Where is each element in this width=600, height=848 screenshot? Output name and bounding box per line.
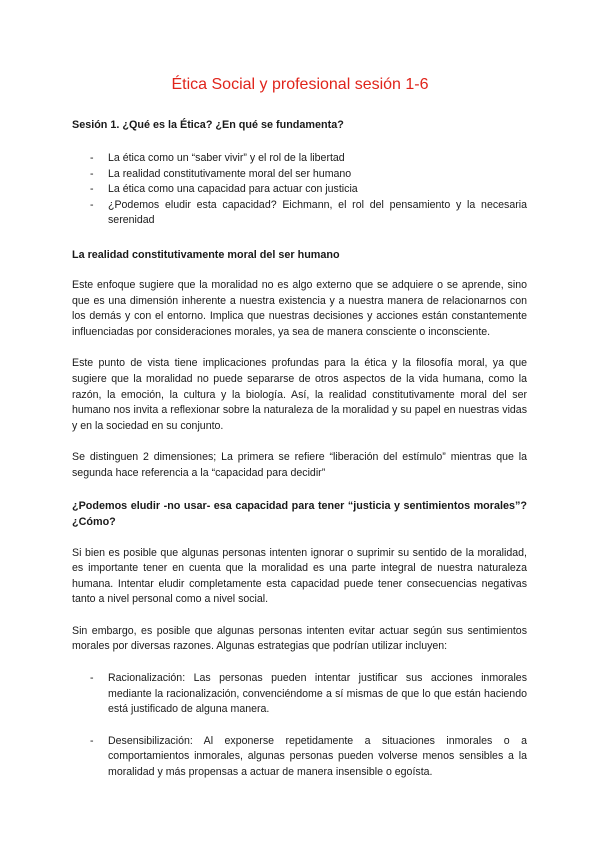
strategy-item [72, 734, 527, 781]
strategy-text: Las personas pueden intentar justificar sus acciones inmorales mediante la racionalización, convenciéndome a sí mismas de que lo que están haciendo está justificado de alguna manera. [108, 672, 527, 716]
strategy-term: Desensibilización: [108, 734, 193, 747]
strategy-item [72, 671, 527, 718]
page-title: Ética Social y profesional sesión 1-6 [171, 76, 429, 93]
list-item: - La realidad constitutivamente moral del ser humano [72, 167, 527, 183]
document-body [72, 117, 527, 781]
paragraph: Se distinguen 2 dimensiones; La primera se refiere “liberación del estímulo” mientras que la segunda hace referencia a la “capacidad para decidir” [72, 451, 527, 479]
list-item: - ¿Podemos eludir esta capacidad? Eichmann, el rol del pensamiento y la necesaria serenidad [72, 198, 527, 229]
paragraph: Este enfoque sugiere que la moralidad no es algo externo que se adquiere o se aprende, sino que es una dimensión inherente a nuestra existencia y a nuestra manera de relacionarnos con los demás y con el entorno. Implica que nuestras decisiones y acciones están constantemente influenciadas por consideraciones morales, ya sea de manera consciente o inconsciente. [72, 278, 527, 338]
session1-topic-list [72, 151, 527, 229]
paragraph: Sin embargo, es posible que algunas personas intenten evitar actuar según sus sentimientos morales por diversas razones. Algunas estrategias que podrían utilizar incluyen: [72, 624, 527, 653]
strategy-text: Al exponerse repetidamente a situaciones inmorales o a comportamientos inmorales, algunas personas pueden volverse menos sensibles a la moralidad y más propensas a actuar de manera insensible o egoísta. [108, 734, 528, 779]
strategy-term: Racionalización: [108, 672, 186, 685]
list-item: - La ética como una capacidad para actuar con justicia [72, 182, 527, 198]
paragraph: Si bien es posible que algunas personas intenten ignorar o suprimir su sentido de la moralidad, es importante tener en cuenta que la moralidad es una parte integral de nuestra naturaleza humana. Intentar eludir completamente esta capacidad puede tener consecuencias negativas tanto a nivel personal como a nivel social. [72, 546, 527, 606]
strategy-list [72, 671, 527, 781]
reality-heading: La realidad constitutivamente moral del ser humano [72, 248, 340, 261]
list-item: - La ética como un “saber vivir” y el rol de la libertad [72, 151, 527, 167]
elude-heading: ¿Podemos eludir -no usar- esa capacidad para tener “justicia y sentimientos morales”? ¿Cómo? [72, 499, 527, 528]
paragraph: Este punto de vista tiene implicaciones profundas para la ética y la filosofía moral, ya que sugiere que la moralidad no puede separarse de otros aspectos de la vida humana, como la razón, la emoción, la cultura y la biología. Así, la realidad constitutivamente moral del ser humano nos invita a reflexionar sobre la naturaleza de la moralidad y su papel en nuestras vidas y en la sociedad en su conjunto. [72, 357, 527, 432]
session1-heading: Sesión 1. ¿Qué es la Ética? ¿En qué se fundamenta? [72, 119, 344, 131]
